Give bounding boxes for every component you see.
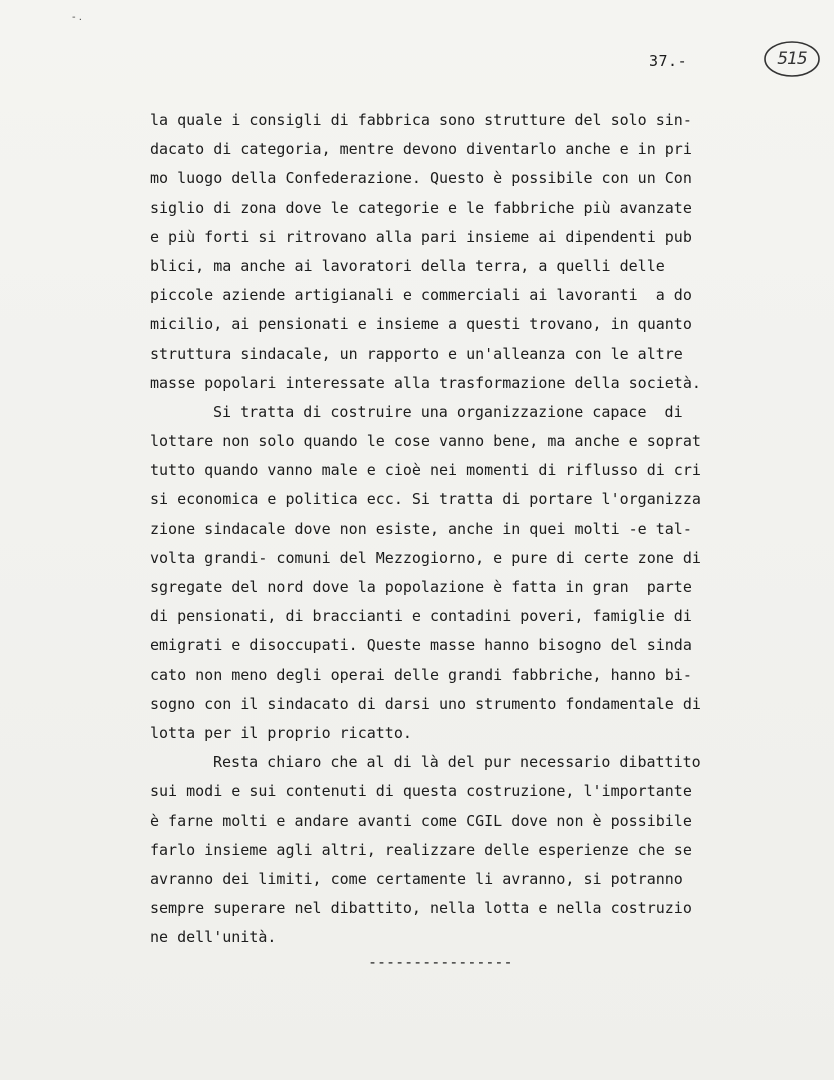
body-text bbox=[150, 106, 750, 952]
text-line: la quale i consigli di fabbrica sono strutture del solo sin- bbox=[150, 111, 692, 129]
text-line: sui modi e sui contenuti di questa costruzione, l'importante bbox=[150, 782, 692, 801]
text-line: avranno dei limiti, come certamente li avranno, si potranno bbox=[150, 869, 683, 888]
page-number: 37.- bbox=[649, 52, 688, 70]
corner-mark: - . bbox=[72, 12, 82, 23]
text-line: è farne molti e andare avanti come CGIL dove non è possibile bbox=[150, 811, 692, 830]
text-line: piccole aziende artigianali e commerciali ai lavoranti a do bbox=[150, 286, 692, 305]
text-line: sempre superare nel dibattito, nella lotta e nella costruzio bbox=[150, 899, 692, 918]
text-line: farlo insieme agli altri, realizzare delle esperienze che se bbox=[150, 840, 692, 859]
text-line: lotta per il proprio ricatto. bbox=[150, 723, 412, 742]
text-line: lottare non solo quando le cose vanno bene, ma anche e soprat bbox=[150, 432, 701, 451]
text-line: Si tratta di costruire una organizzazione capace di bbox=[213, 402, 683, 421]
text-line: tutto quando vanno male e cioè nei momenti di riflusso di cri bbox=[150, 461, 701, 480]
page-stamp bbox=[762, 38, 822, 80]
text-line: masse popolari interessate alla trasformazione della società. bbox=[150, 373, 701, 392]
text-line: e più forti si ritrovano alla pari insieme ai dipendenti pub bbox=[150, 227, 692, 246]
text-line: cato non meno degli operai delle grandi fabbriche, hanno bi- bbox=[150, 665, 692, 684]
stamp-number: 515 bbox=[777, 49, 807, 69]
text-line: micilio, ai pensionati e insieme a questi trovano, in quanto bbox=[150, 315, 692, 334]
text-line: siglio di zona dove le categorie e le fabbriche più avanzate bbox=[150, 198, 692, 217]
text-line: ne dell'unità. bbox=[150, 928, 277, 947]
text-line: di pensionati, di braccianti e contadini poveri, famiglie di bbox=[150, 607, 692, 626]
text-line: si economica e politica ecc. Si tratta di portare l'organizza bbox=[150, 490, 701, 509]
text-line: volta grandi- comuni del Mezzogiorno, e pure di certe zone di bbox=[150, 548, 701, 567]
text-line: sgregate del nord dove la popolazione è fatta in gran parte bbox=[150, 578, 692, 596]
text-line: struttura sindacale, un rapporto e un'alleanza con le altre bbox=[150, 344, 683, 363]
text-line: mo luogo della Confederazione. Questo è possibile con un Con bbox=[150, 169, 692, 188]
text-line: Resta chiaro che al di là del pur necessario dibattito bbox=[213, 753, 701, 772]
text-line: zione sindacale dove non esiste, anche in quei molti -e tal- bbox=[150, 519, 692, 538]
text-line: dacato di categoria, mentre devono diventarlo anche e in pri bbox=[150, 140, 692, 159]
text-line: blici, ma anche ai lavoratori della terra, a quelli delle bbox=[150, 256, 665, 275]
end-separator: ---------------- bbox=[368, 953, 513, 971]
text-line: emigrati e disoccupati. Queste masse hanno bisogno del sinda bbox=[150, 636, 692, 655]
text-line: sogno con il sindacato di darsi uno strumento fondamentale di bbox=[150, 694, 701, 713]
